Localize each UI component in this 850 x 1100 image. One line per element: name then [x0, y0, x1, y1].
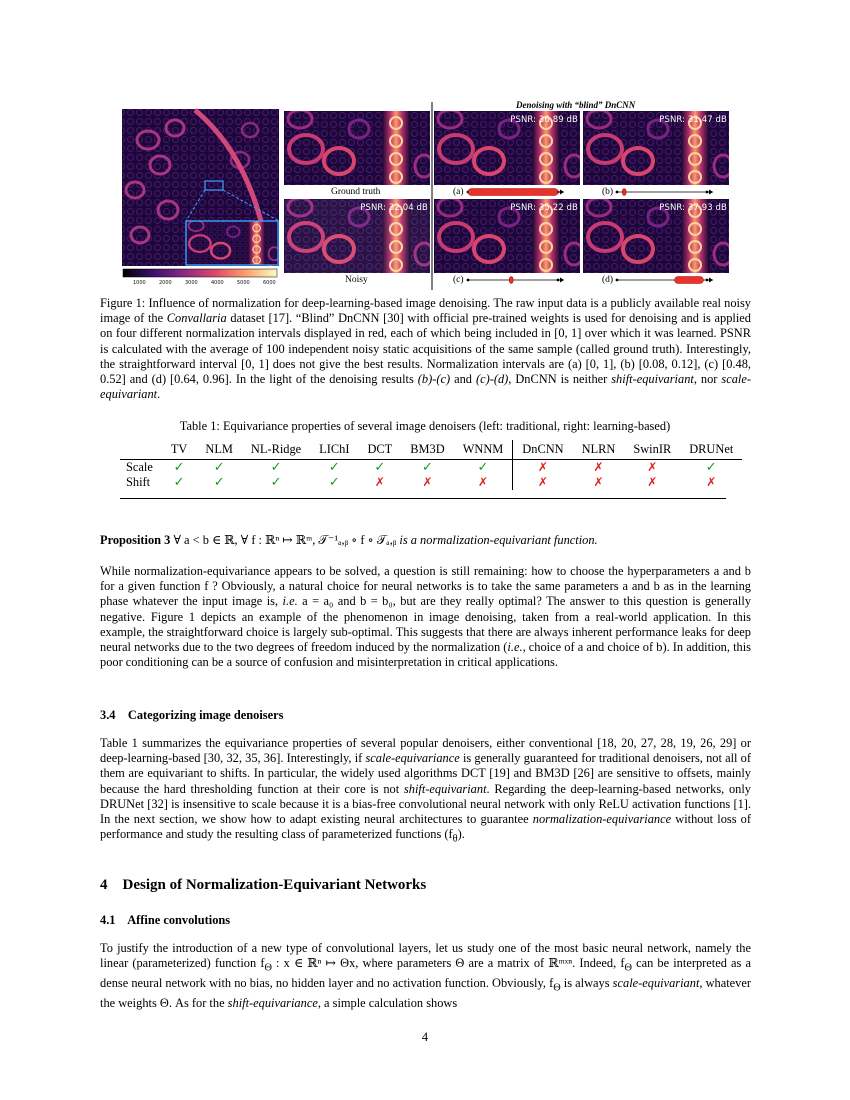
section-3-4-body: Table 1 summarizes the equivariance properties of several popular denoisers, either conventional [18, 20, 27, 28, 19, 26, 29] or deep-learning-based [30, 32, 35, 36]. Interestingly, if scale-equivariance is generally guaranteed for traditional denoisers, not all of them are equivariant to shifts. In particular, the widely used algorithms DCT [19] and BM3D [26] are sensitive to offsets, mainly because the hard thresholding function at their core is not shift-equivariant. Regarding the deep-learning-based networks, only DRUNet [32] is insensitive to scale because it is a bias-free convolutional neural network with only ReLU activation functions [1]. In the next section, we show how to adapt existing neural architectures to guarantee normalization-equivariance without loss of performance and study the resulting class of parameterized functions $(f_\theta)$. — [100, 736, 752, 845]
cross-icon: ✗ — [513, 460, 573, 476]
interval-range-c — [509, 277, 513, 284]
label-c: (c) — [453, 275, 464, 285]
interval-endpoint — [706, 279, 709, 282]
colorbar-tick-label: 1000 — [133, 280, 146, 286]
colorbar-tick-label: 4000 — [211, 280, 224, 286]
table-header-wnnm: WNNM — [454, 440, 513, 460]
colorbar — [123, 269, 277, 277]
section-3-4-heading: 3.4 Categorizing image denoisers — [100, 708, 284, 722]
cross-icon: ✗ — [374, 475, 385, 489]
interval-endpoint — [616, 279, 619, 282]
psnr-noisy: PSNR: 32.04 dB — [360, 203, 428, 213]
table-row — [120, 475, 742, 490]
cross-icon: ✗ — [647, 460, 658, 474]
cross-icon: ✗ — [422, 475, 433, 489]
table-header-tv: TV — [162, 440, 197, 460]
arrow-icon — [560, 278, 564, 283]
interval-range-a — [468, 189, 558, 196]
row-label: Scale — [126, 460, 153, 474]
check-icon: ✓ — [477, 460, 489, 475]
table-header-dncnn: DnCNN — [513, 440, 573, 460]
label-a: (a) — [453, 187, 464, 197]
panel-ground-truth — [284, 110, 433, 185]
check-icon: ✓ — [173, 475, 185, 490]
check-icon: ✓ — [328, 460, 340, 475]
check-icon: ✓ — [374, 460, 386, 475]
table-header-nlrn: NLRN — [573, 440, 625, 460]
label-ground-truth: Ground truth — [331, 187, 381, 197]
paragraph-hyperparameters: While normalization-equivariance appears to be solved, a question is still remaining: how to choose the hyperparameters a and b for a given function f ? Obviously, a natural choice for neural networks is to take the same parameters a and b as in the learning phase whatever the input image is, i.e. a = a₀ and b = b₀, but are they really optimal? The answer to this question is generally negative. Figure 1 depicts an example of the phenomenon in image denoising, taken from a real-world application. In this example, the straightforward choice is largely sub-optimal. This suggests that there are always inherent performance leaks for deep neural networks due to the two degrees of freedom induced by the normalization (i.e., choice of a and choice of b). In addition, this poor conditioning can be a source of confusion and misinterpretation in critical applications. — [100, 564, 752, 670]
figure-title: Denoising with “blind” DnCNN — [516, 100, 636, 110]
label-b: (b) — [602, 187, 614, 197]
cross-icon: ✗ — [513, 475, 573, 490]
table-header-dct: DCT — [358, 440, 401, 460]
interval-endpoint — [557, 279, 560, 282]
cross-icon: ✗ — [593, 460, 604, 474]
table-header-nl-ridge: NL-Ridge — [242, 440, 310, 460]
arrow-icon — [709, 278, 713, 283]
arrow-icon — [709, 190, 713, 195]
label-noisy: Noisy — [345, 275, 368, 285]
row-label: Shift — [126, 475, 151, 489]
check-icon: ✓ — [173, 460, 185, 475]
psnr-a: PSNR: 36.89 dB — [510, 115, 578, 125]
equivariance-table — [120, 440, 742, 490]
check-icon: ✓ — [270, 475, 282, 490]
check-icon: ✓ — [213, 475, 225, 490]
figure-caption: Figure 1: Influence of normalization for deep-learning-based image denoising. The raw input data is a publicly available real noisy image of the Convallaria dataset [17]. “Blind” DnCNN [30] with official pre-trained weights is used for denoising and is applied on four different normalization intervals displayed in red, each of which being included in [0, 1] over which it was learned. PSNR is calculated with the average of 100 independent noisy static acquisitions of the same sample (called ground truth). Interestingly, the straightforward interval [0, 1] does not give the best results. Normalization intervals are (a) [0, 1], (b) [0.08, 0.12], (c) [0.48, 0.52] and (d) [0.64, 0.96]. In the light of the denoising results (b)-(c) and (c)-(d), DnCNN is neither shift-equivariant, nor scale-equivariant. — [100, 296, 751, 402]
page-number: 4 — [421, 1030, 429, 1044]
arrow-icon — [560, 190, 564, 195]
table-corner — [120, 440, 162, 460]
check-icon: ✓ — [328, 475, 340, 490]
check-icon: ✓ — [213, 460, 225, 475]
section-4-1-heading: 4.1 Affine convolutions — [100, 913, 231, 927]
interval-endpoint — [467, 279, 470, 282]
interval-endpoint — [706, 191, 709, 194]
table-header-drunet: DRUNet — [680, 440, 742, 460]
table-header-nlm: NLM — [196, 440, 242, 460]
interval-range-b — [622, 189, 626, 196]
table-header-bm3d: BM3D — [401, 440, 453, 460]
cross-icon: ✗ — [593, 475, 604, 489]
table-header-swinir: SwinIR — [624, 440, 680, 460]
section-4-1-body: To justify the introduction of a new type of convolutional layers, let us study one of the most basic neural network, namely the linear (parameterized) function $f_\Theta$ : x ∈ ℝⁿ ↦ Θx, where parameters Θ are a matrix of ℝᵐˣⁿ. Indeed, $f_\Theta$ can be interpreted as a dense neural network with no bias, no hidden layer and no activation function. Obviously, $f_\Theta$ is always scale-equivariant, whatever the weights Θ. As for the shift-equivariance, a simple calculation shows — [100, 941, 752, 1010]
section-4-heading: 4 Design of Normalization-Equivariant Networks — [100, 877, 427, 893]
table-caption: Table 1: Equivariance properties of several image denoisers (left: traditional, right: learning-based) — [179, 419, 671, 433]
psnr-b: PSNR: 31.47 dB — [659, 115, 727, 125]
cross-icon: ✗ — [706, 475, 717, 489]
colorbar-tick-label: 6000 — [263, 280, 276, 286]
interval-range-d — [675, 277, 704, 284]
colorbar-tick-label: 3000 — [185, 280, 198, 286]
colorbar-tick-label: 5000 — [237, 280, 250, 286]
psnr-d: PSNR: 37.93 dB — [659, 203, 727, 213]
check-icon: ✓ — [270, 460, 282, 475]
label-d: (d) — [602, 275, 614, 285]
psnr-c: PSNR: 35.22 dB — [510, 203, 578, 213]
cross-icon: ✗ — [647, 475, 658, 489]
figure-1 — [0, 0, 850, 300]
check-icon: ✓ — [422, 460, 433, 475]
colorbar-tick-label: 2000 — [159, 280, 172, 286]
raw-noisy-image — [122, 109, 280, 266]
table-bottom-rule — [120, 498, 726, 499]
cross-icon: ✗ — [477, 475, 489, 489]
proposition-3: Proposition 3 ∀ a < b ∈ ℝ, ∀ f : ℝⁿ ↦ ℝᵐ, 𝒯⁻¹ₐ,ᵦ ∘ f ∘ 𝒯ₐ,ᵦ is a normalization-equivariant function. — [100, 533, 598, 547]
table-header-lichi: LIChI — [310, 440, 358, 460]
interval-endpoint — [616, 191, 619, 194]
table-row — [120, 460, 742, 476]
check-icon: ✓ — [705, 460, 717, 475]
